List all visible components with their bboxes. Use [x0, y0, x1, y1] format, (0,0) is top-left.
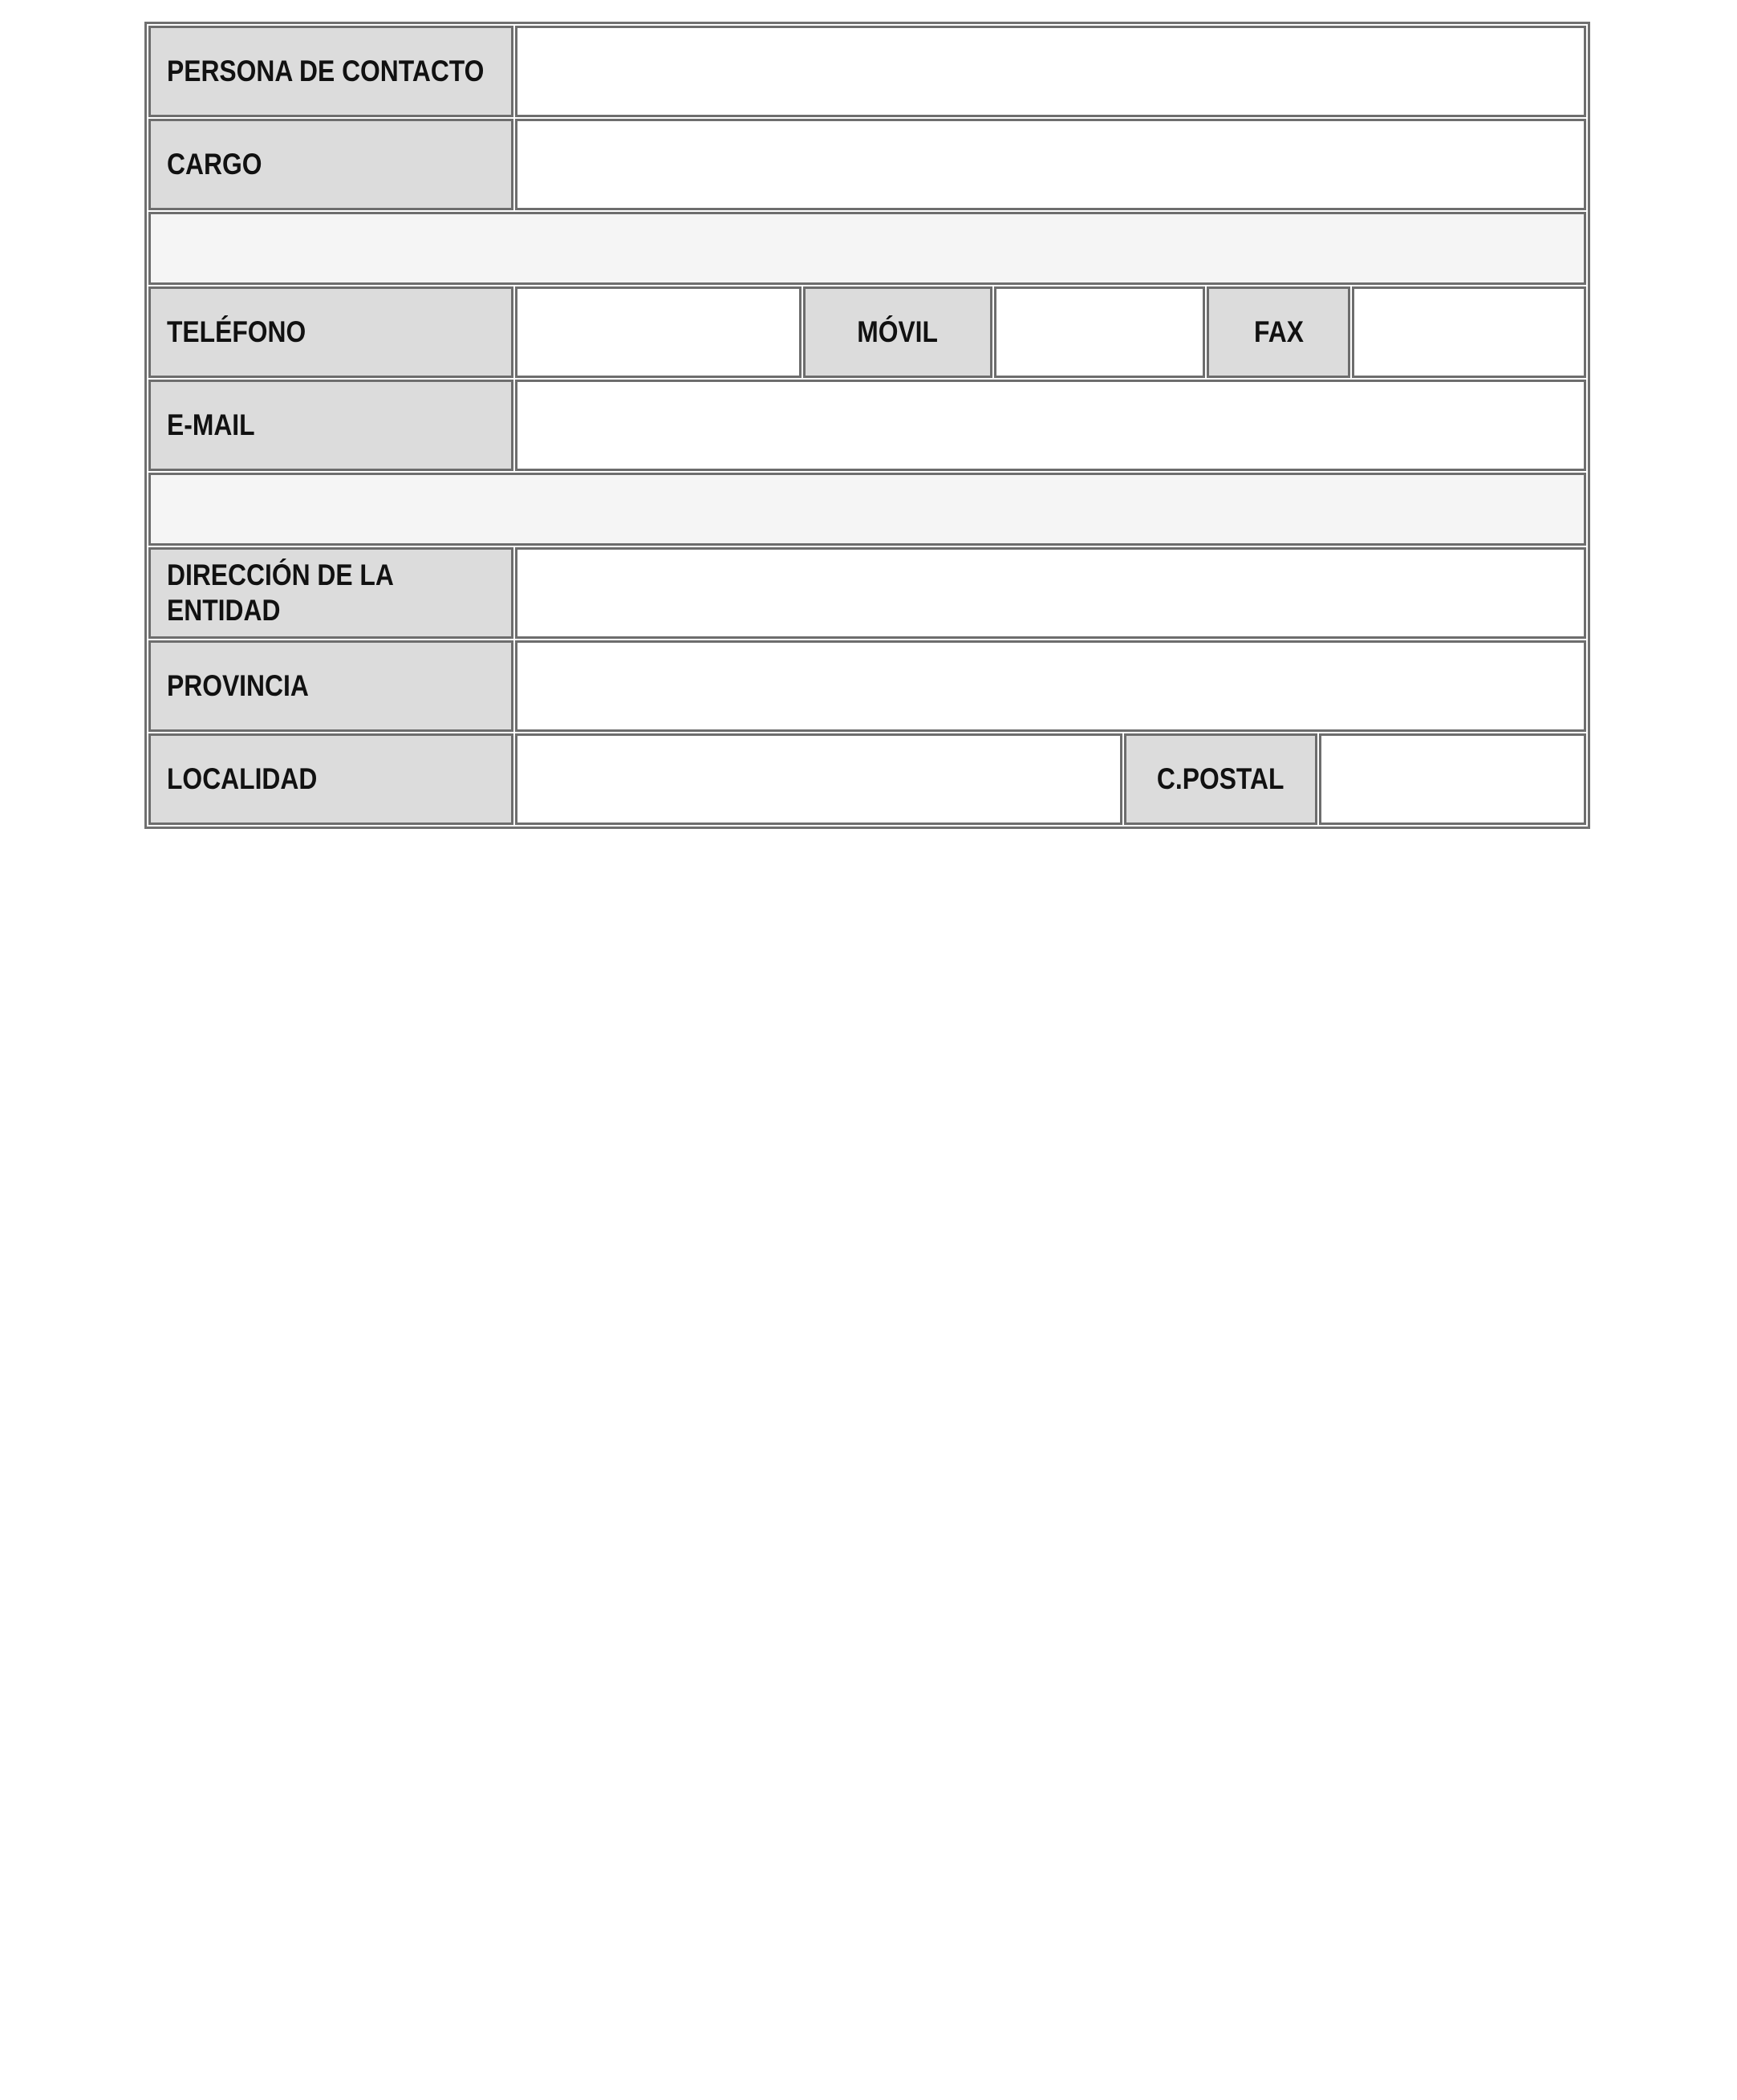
contact-person-field[interactable] [515, 26, 1586, 117]
row-address [148, 547, 1586, 639]
address-label-cell [148, 547, 513, 639]
row-province [148, 640, 1586, 732]
contact-person-label: PERSONA DE CONTACTO [167, 55, 485, 87]
row-position [148, 119, 1586, 210]
phone-field[interactable] [515, 286, 802, 378]
address-label-line1: DIRECCIÓN DE LA [167, 558, 394, 591]
locality-label: LOCALIDAD [167, 762, 318, 795]
row-email [148, 380, 1586, 471]
position-field[interactable] [515, 119, 1586, 210]
province-field[interactable] [515, 640, 1586, 732]
spacer-cell [148, 212, 1586, 285]
email-label: E-MAIL [167, 408, 255, 441]
province-label-cell [148, 640, 513, 732]
province-label: PROVINCIA [167, 669, 309, 702]
contact-form-table [144, 22, 1590, 829]
locality-field[interactable] [515, 733, 1122, 825]
row-spacer-1 [148, 212, 1586, 285]
row-spacer-2 [148, 473, 1586, 546]
row-locality [148, 733, 1586, 825]
postal-code-field[interactable] [1319, 733, 1586, 825]
spacer-cell [148, 473, 1586, 546]
fax-field[interactable] [1352, 286, 1586, 378]
row-contact-person [148, 26, 1586, 117]
mobile-field[interactable] [994, 286, 1205, 378]
locality-label-cell [148, 733, 513, 825]
fax-label: FAX [1253, 315, 1304, 348]
phone-label: TELÉFONO [167, 315, 306, 348]
row-phones [148, 286, 1586, 378]
email-label-cell [148, 380, 513, 471]
email-field[interactable] [515, 380, 1586, 471]
position-label: CARGO [167, 148, 262, 181]
position-label-cell [148, 119, 513, 210]
mobile-label: MÓVIL [857, 315, 939, 348]
postal-code-label: C.POSTAL [1157, 762, 1284, 795]
phone-label-cell [148, 286, 513, 378]
contact-person-label-cell [148, 26, 513, 117]
address-field[interactable] [515, 547, 1586, 639]
fax-label-cell [1207, 286, 1350, 378]
address-label-line2: ENTIDAD [167, 594, 281, 627]
postal-code-label-cell [1124, 733, 1317, 825]
mobile-label-cell [803, 286, 992, 378]
